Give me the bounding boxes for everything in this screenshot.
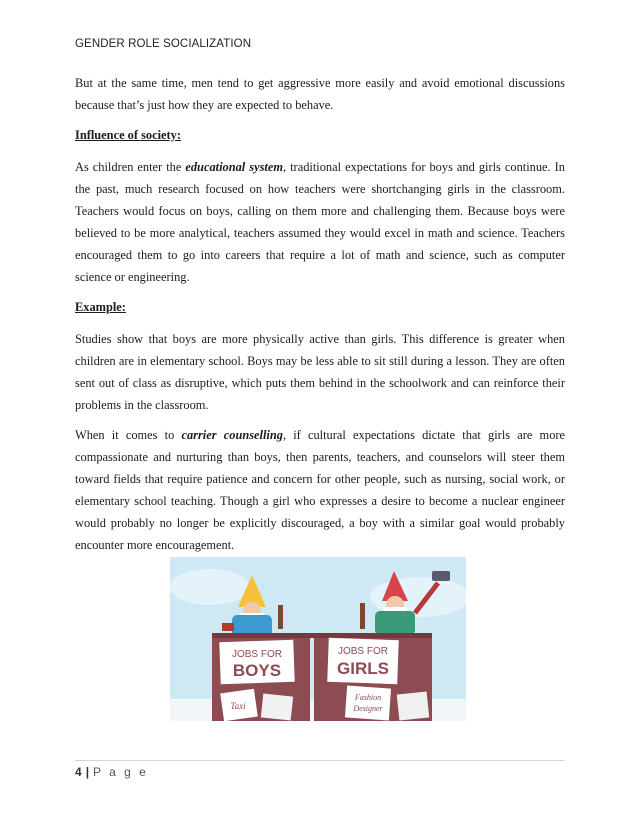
emphasis-carrier-counselling: carrier counselling <box>181 428 283 442</box>
footer-divider <box>75 760 565 761</box>
footer-separator: | <box>85 765 90 779</box>
paragraph-career-counselling <box>75 424 565 556</box>
paragraph-physical-activity: Studies show that boys are more physically active than girls. This difference is greater when children are in elementary school. Boys may be less able to sit still during a lesson. They are often sent out of class as disruptive, which puts them behind in the schoolwork and can reinforce their problems in the classroom. <box>75 332 565 412</box>
paragraph-text: , if cultural expectations dictate that girls are more compassionate and nurturing than boys, then parents, teachers, and counselors will steer them toward fields that require patience and concern for other people, such as nursing, social work, or elementary school teaching. Though a girl who expresses a desire to become a nuclear engineer would probably no longer be explicitly discouraged, a boy with a similar goal would probably encounter more encouragement. <box>75 428 566 552</box>
note-blank <box>397 692 430 721</box>
sign-boys-line2: BOYS <box>232 661 282 680</box>
running-header: GENDER ROLE SOCIALIZATION <box>75 38 252 50</box>
paragraph-text: , traditional expectations for boys and girls continue. In the past, much research focused on how teachers were shortchanging girls in the classroom. Teachers would focus on boys, calling on them more and challenging them. Because boys were believed to be more analytical, teachers assumed they would excel in math and science. Teachers encouraged them to go into careers that require a lot of math and science, such as computer science or engineering. <box>75 160 565 284</box>
note-taxi-text: Taxi <box>230 701 246 711</box>
page-number: 4 <box>75 765 82 779</box>
note-designer-text: Designer <box>353 704 383 713</box>
page-label: P a g e <box>93 765 149 779</box>
note-fashion-text: Fashion <box>354 693 382 702</box>
emphasis-educational-system: educational system <box>185 160 283 174</box>
page-footer <box>75 765 148 779</box>
sign-girls-line2: GIRLS <box>337 659 389 678</box>
note-blank <box>261 693 293 720</box>
document-body <box>75 72 565 564</box>
heading-example: Example: <box>75 300 126 314</box>
wall-top <box>212 633 432 638</box>
sign-boys-line1: JOBS FOR <box>231 649 283 660</box>
note-fashion-designer <box>345 686 391 721</box>
paragraph-text: When it comes to <box>75 428 182 442</box>
heading-influence-of-society: Influence of society: <box>75 128 181 142</box>
sign-girls-line1: JOBS FOR <box>337 646 389 657</box>
jobs-for-boys-girls-illustration <box>170 557 466 721</box>
paragraph-educational-system <box>75 156 565 288</box>
paragraph-aggression: But at the same time, men tend to get aggressive more easily and avoid emotional discussions because that’s just how they are expected to behave. <box>75 76 565 112</box>
cloud <box>170 569 250 605</box>
paragraph-text: As children enter the <box>75 160 186 174</box>
